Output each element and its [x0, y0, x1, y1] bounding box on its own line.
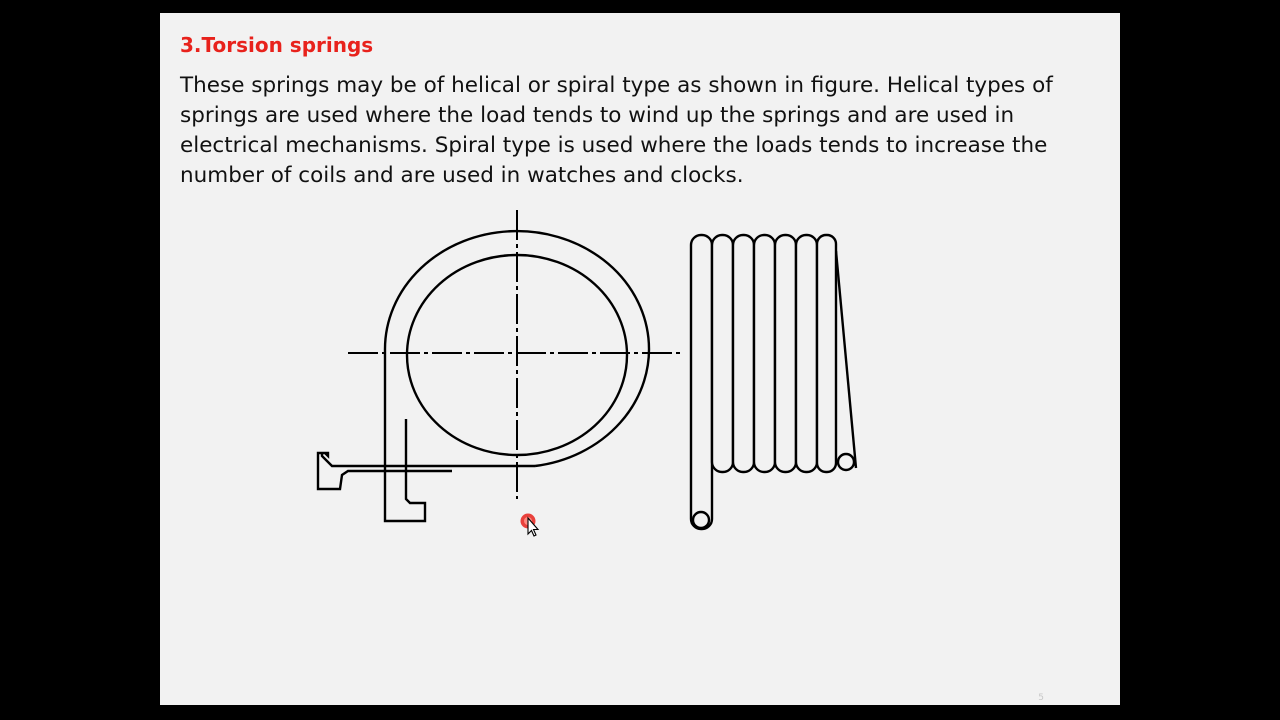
helix-slant-end: [836, 251, 856, 468]
torsion-spring-figure: [160, 13, 1120, 705]
wire-end-right: [838, 454, 854, 470]
coil-turn: [796, 235, 817, 472]
slide-title: 3.Torsion springs: [180, 33, 374, 57]
coil-turn: [775, 235, 796, 472]
spring-front-view: [318, 231, 649, 521]
coil-turn: [817, 235, 836, 472]
spring-side-view: [691, 235, 856, 529]
slide-body-text: These springs may be of helical or spiral type as shown in figure. Helical types of springs are used where the load tends to wind up the springs and are used in electrical mechanisms. Spiral type is used where the loads tends to increase the number of coils and are used in watches and clocks.: [180, 73, 1053, 188]
coil-turn: [754, 235, 775, 472]
page-number: 5: [1038, 693, 1044, 703]
slide: [160, 13, 1120, 705]
mouse-pointer-icon: [519, 512, 543, 540]
horizontal-hook-arm: [318, 453, 535, 489]
coil-turn: [712, 235, 733, 472]
coil-turn: [733, 235, 754, 472]
vertical-hook-arm: [385, 350, 425, 521]
coil-turn: [691, 235, 712, 529]
